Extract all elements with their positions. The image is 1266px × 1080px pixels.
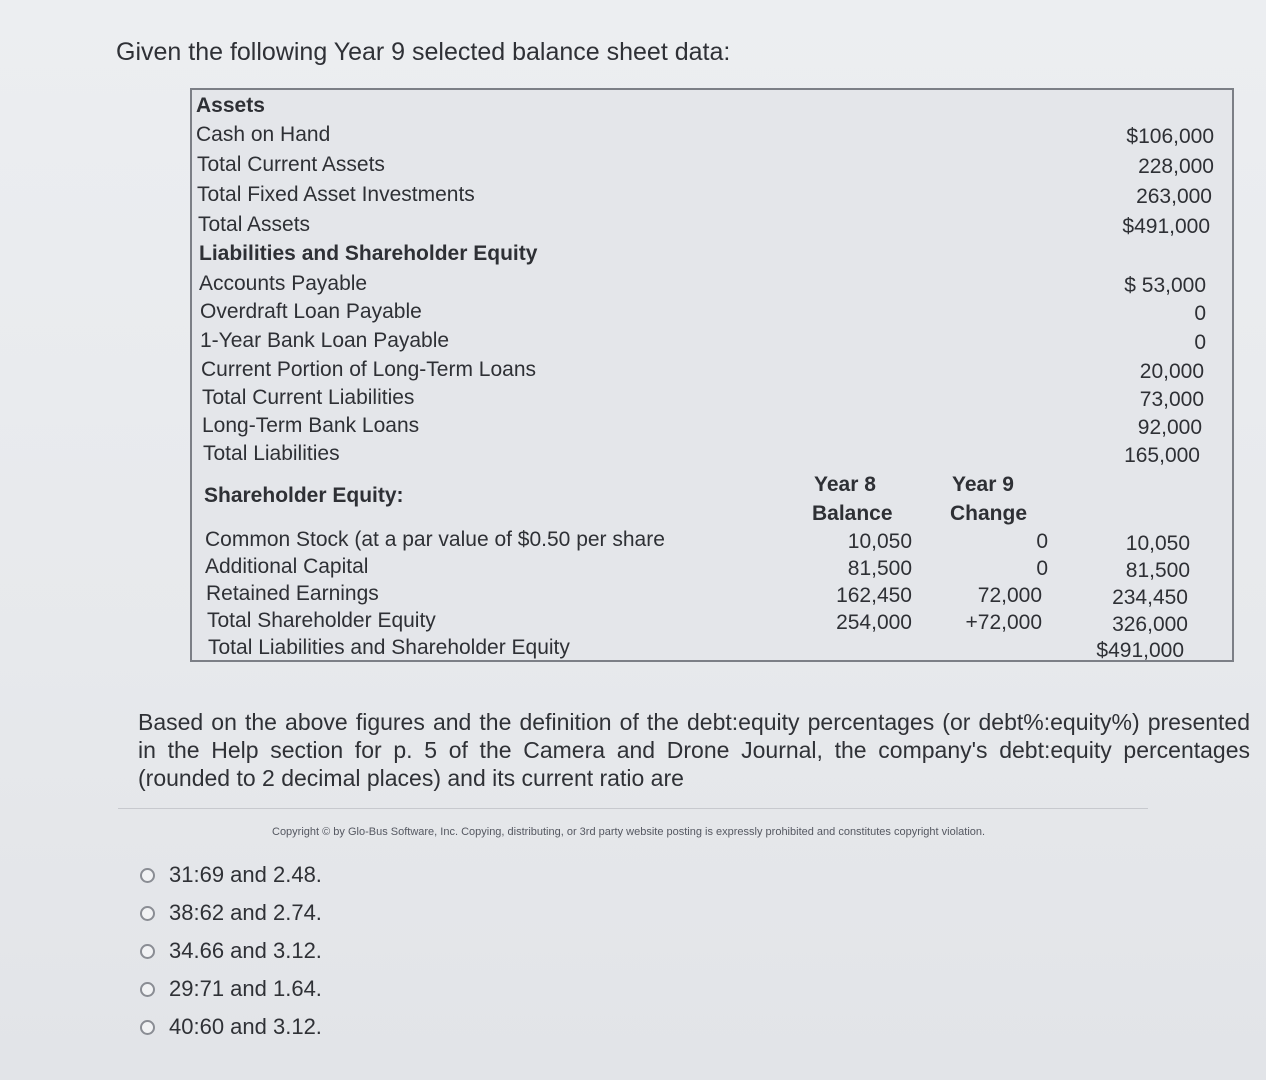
equity-header: Shareholder Equity:: [204, 484, 404, 507]
answer-option-1[interactable]: [140, 856, 322, 894]
row-label-total-liabilities-equity: Total Liabilities and Shareholder Equity: [208, 636, 570, 659]
col-header-year9-line2: Change: [950, 502, 1028, 525]
answer-options: [140, 856, 322, 1046]
row-label-total-assets: Total Assets: [198, 213, 311, 236]
answer-option-2[interactable]: [140, 894, 322, 932]
row-label-bank-loan: 1-Year Bank Loan Payable: [200, 329, 450, 352]
row-change-common-stock: 0: [1036, 530, 1048, 553]
answer-option-label: 31:69 and 2.48.: [169, 862, 322, 887]
row-label-cash: Cash on Hand: [196, 123, 331, 146]
answer-option-5[interactable]: [140, 1008, 322, 1046]
row-label-total-current-assets: Total Current Assets: [197, 153, 385, 176]
row-label-current-portion: Current Portion of Long-Term Loans: [201, 358, 537, 381]
row-label-additional-capital: Additional Capital: [205, 555, 369, 578]
row-y8-total-shareholder-equity: 254,000: [836, 611, 912, 634]
row-value-total-current-liabilities: 73,000: [1139, 388, 1204, 411]
row-label-total-shareholder-equity: Total Shareholder Equity: [207, 609, 436, 632]
row-y8-common-stock: 10,050: [847, 530, 912, 553]
row-value-cash: $106,000: [1126, 125, 1214, 148]
answer-option-label: 29:71 and 1.64.: [169, 976, 322, 1001]
radio-button-icon[interactable]: [140, 868, 155, 883]
answer-option-4[interactable]: [140, 970, 322, 1008]
row-label-common-stock: Common Stock (at a par value of $0.50 per share: [205, 528, 665, 551]
row-value-total-liabilities: 165,000: [1124, 444, 1200, 467]
row-label-overdraft: Overdraft Loan Payable: [200, 300, 422, 323]
radio-button-icon[interactable]: [140, 906, 155, 921]
answer-option-3[interactable]: [140, 932, 322, 970]
radio-button-icon[interactable]: [140, 944, 155, 959]
answer-option-label: 34.66 and 3.12.: [169, 938, 322, 963]
row-label-total-current-liabilities: Total Current Liabilities: [202, 386, 415, 409]
row-value-current-portion: 20,000: [1139, 360, 1204, 383]
col-header-year9-line1: Year 9: [952, 473, 1014, 496]
row-y8-additional-capital: 81,500: [847, 557, 912, 580]
row-value-additional-capital: 81,500: [1125, 559, 1190, 582]
row-label-long-term-loans: Long-Term Bank Loans: [202, 414, 420, 437]
row-value-accounts-payable: $ 53,000: [1124, 274, 1206, 297]
row-change-total-shareholder-equity: +72,000: [965, 611, 1042, 634]
row-value-total-liabilities-equity: $491,000: [1096, 639, 1184, 662]
intro-text: Given the following Year 9 selected balance sheet data:: [116, 38, 731, 66]
row-value-total-shareholder-equity: 326,000: [1112, 613, 1188, 636]
row-value-retained-earnings: 234,450: [1112, 586, 1188, 609]
radio-button-icon[interactable]: [140, 1020, 155, 1035]
row-value-overdraft: 0: [1194, 302, 1206, 325]
question-text: Based on the above figures and the definition of the debt:equity percentages (or debt%:equity%) presented in the Help section for p. 5 of the Camera and Drone Journal, the company's debt:equity percentages (rounded to 2 decimal places) and its current ratio are: [138, 709, 1250, 791]
row-label-retained-earnings: Retained Earnings: [206, 582, 379, 605]
row-change-additional-capital: 0: [1036, 557, 1048, 580]
row-value-common-stock: 10,050: [1125, 532, 1190, 555]
radio-button-icon[interactable]: [140, 982, 155, 997]
col-header-year8-line2: Balance: [812, 502, 893, 525]
row-label-accounts-payable: Accounts Payable: [199, 272, 368, 295]
row-label-total-liabilities: Total Liabilities: [203, 442, 340, 465]
row-y8-retained-earnings: 162,450: [836, 584, 912, 607]
row-value-bank-loan: 0: [1194, 331, 1206, 354]
answer-option-label: 40:60 and 3.12.: [169, 1014, 322, 1039]
row-value-fixed-assets: 263,000: [1136, 185, 1212, 208]
copyright-notice: Copyright © by Glo-Bus Software, Inc. Copying, distributing, or 3rd party website posting is expressly prohibited and constitutes copyright violation.: [272, 826, 986, 838]
divider: [118, 808, 1148, 809]
assets-header: Assets: [196, 94, 265, 117]
answer-option-label: 38:62 and 2.74.: [169, 900, 322, 925]
balance-sheet-table: [190, 88, 1234, 662]
row-value-total-current-assets: 228,000: [1138, 155, 1214, 178]
col-header-year8-line1: Year 8: [814, 473, 876, 496]
row-label-fixed-assets: Total Fixed Asset Investments: [197, 183, 475, 206]
row-value-total-assets: $491,000: [1122, 215, 1210, 238]
liabilities-header: Liabilities and Shareholder Equity: [199, 242, 538, 265]
row-change-retained-earnings: 72,000: [977, 584, 1042, 607]
row-value-long-term-loans: 92,000: [1137, 416, 1202, 439]
